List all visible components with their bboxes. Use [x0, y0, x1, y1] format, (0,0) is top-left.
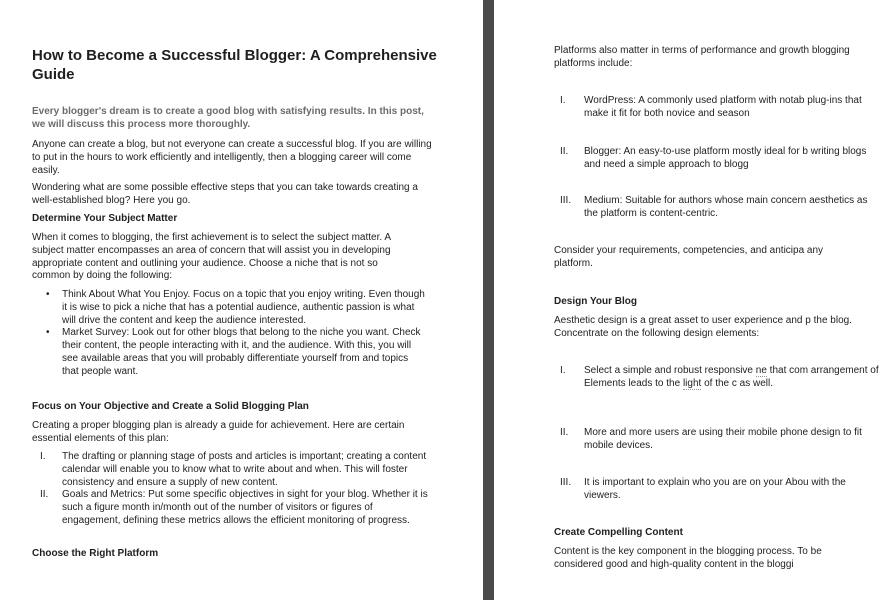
list-item-text: Select a simple and robust responsive ne that com arrangement of Elements leads to the light of the c as well. — [584, 365, 879, 389]
paragraph: Wondering what are some possible effective steps that you can take towards creating a well-established blog? Here you go. — [32, 182, 418, 206]
list-number: III. — [560, 195, 572, 206]
list-item-text: WordPress: A commonly used platform with notab plug-ins that make it fit for both novice and season — [584, 95, 862, 119]
list-item: • Think About What You Enjoy. Focus on a topic that you enjoy writing. Even though it is wise to pick a niche that has a potential audience, authentic passion is what will drive the content and keep the audience interested. — [32, 289, 426, 327]
list-item: • Market Survey: Look out for other blogs that belong to the niche you want. Check their content, the people interacting with it, and the audience. With this, you will see available areas that you will probably differentiate yourself from and topics that people want. — [32, 327, 426, 378]
list-number: II. — [560, 427, 569, 438]
paragraph: Platforms also matter in terms of performance and growth blogging platforms include: — [554, 45, 850, 69]
list-number: I. — [560, 95, 566, 106]
paragraph: Creating a proper blogging plan is already a guide for achievement. Here are certain essential elements of this plan: — [32, 420, 405, 444]
list-item — [32, 451, 432, 489]
list-item-text: Medium: Suitable for authors whose main concern aesthetics as the platform is content-centric. — [584, 195, 868, 219]
section-heading-platform: Choose the Right Platform — [32, 548, 159, 559]
list-item-text: The drafting or planning stage of posts and articles is important; creating a content calendar will enable you to know what to write about and when. This will foster consistency and ensure a supply of new content. — [62, 451, 427, 488]
paragraph: Anyone can create a blog, but not everyone can create a successful blog. If you are willing to put in the hours to work efficiently and intelligently, then a blogging career will come easily. — [32, 139, 432, 176]
list-item — [554, 477, 884, 503]
list-item — [554, 146, 884, 172]
paragraph: Consider your requirements, competencies, and anticipa any platform. — [554, 245, 824, 269]
intro-paragraph: Every blogger's dream is to create a good blog with satisfying results. In this post, we will discuss this process more thoroughly. — [32, 106, 424, 130]
document-title: How to Become a Successful Blogger: A Comprehensive Guide — [32, 47, 437, 83]
list-number: II. — [40, 489, 49, 501]
paragraph: When it comes to blogging, the first achievement is to select the subject matter. A subject matter encompasses an area of concern that will assist you in developing appropriate content and outlining your audience. Choose a niche that is not so common by doing the following: — [32, 232, 391, 282]
list-number: I. — [560, 365, 566, 376]
list-item — [554, 427, 884, 453]
section-heading-content: Create Compelling Content — [554, 527, 683, 538]
list-item-text: Blogger: An easy-to-use platform mostly ideal for b writing blogs and need a simple approach to blogg — [584, 146, 867, 170]
list-item — [554, 195, 884, 221]
page-divider — [483, 0, 494, 600]
section-heading-objective: Focus on Your Objective and Create a Solid Blogging Plan — [32, 401, 309, 412]
list-item — [554, 365, 884, 391]
list-number: I. — [40, 451, 46, 462]
list-number: III. — [560, 477, 572, 488]
section-heading-subject: Determine Your Subject Matter — [32, 213, 178, 224]
list-item-text: More and more users are using their mobile phone design to fit mobile devices. — [584, 427, 862, 451]
plan-list — [32, 451, 432, 528]
list-item-text: It is important to explain who you are on your Abou with the viewers. — [584, 477, 846, 501]
bullet-list — [32, 289, 426, 379]
list-item — [554, 95, 884, 121]
paragraph: Content is the key component in the blogging process. To be considered good and high-quality content in the bloggi — [554, 546, 822, 570]
list-item — [32, 489, 432, 527]
list-item-text: Goals and Metrics: Put some specific objectives in sight for your blog. Whether it is such a figure month in/month out of the number of visitors or figures of engagement, defining these metrics allows the efficient monitoring of progress. — [62, 489, 428, 526]
document-page-right — [494, 0, 879, 600]
section-heading-design: Design Your Blog — [554, 296, 637, 307]
paragraph: Aesthetic design is a great asset to user experience and p the blog. Concentrate on the following design elements: — [554, 315, 852, 339]
list-number: II. — [560, 146, 569, 157]
